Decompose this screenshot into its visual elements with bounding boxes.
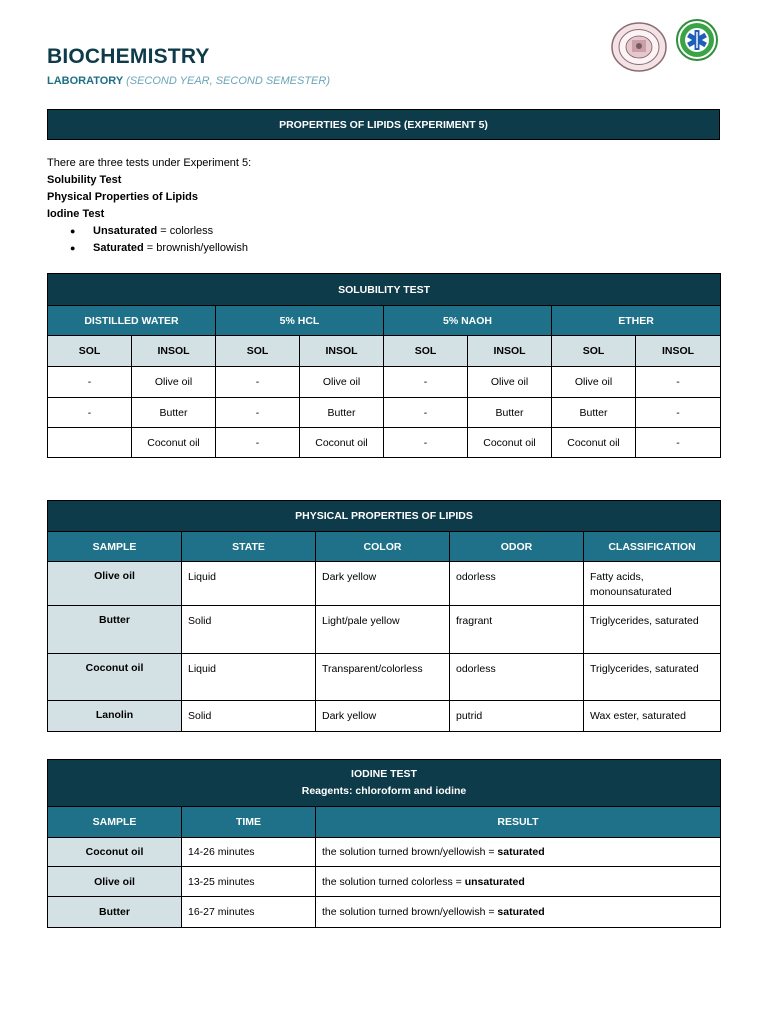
result-value: saturated (497, 846, 545, 858)
time-cell: 14-26 minutes (182, 838, 316, 867)
table-cell: - (384, 428, 468, 458)
col-sol: SOL (48, 336, 132, 367)
sample-cell: Coconut oil (48, 654, 182, 701)
subtitle-semester: (SECOND YEAR, SECOND SEMESTER) (126, 75, 331, 87)
intro-bullet-list (70, 223, 251, 257)
table-cell: - (384, 367, 468, 398)
col-insol: INSOL (300, 336, 384, 367)
table-cell: Olive oil (300, 367, 384, 398)
table-row (48, 428, 721, 458)
physical-title: PHYSICAL PROPERTIES OF LIPIDS (48, 501, 721, 532)
col-sol: SOL (384, 336, 468, 367)
group-distilled-water: DISTILLED WATER (48, 306, 216, 336)
bullet-desc: = brownish/yellowish (143, 242, 248, 254)
col-insol: INSOL (636, 336, 721, 367)
col-sample: SAMPLE (48, 532, 182, 562)
solubility-title: SOLUBILITY TEST (48, 274, 721, 306)
university-seal-icon (610, 21, 668, 73)
result-value: unsaturated (464, 875, 525, 888)
color-cell: Dark yellow (316, 701, 450, 732)
table-cell: Butter (132, 398, 216, 428)
table-cell: - (636, 428, 721, 458)
table-row (48, 654, 721, 701)
color-cell: Light/pale yellow (316, 606, 450, 654)
classification-cell: Wax ester, saturated (584, 701, 721, 732)
page-subtitle (47, 75, 330, 87)
color-cell: Dark yellow (316, 562, 450, 606)
table-cell: Olive oil (468, 367, 552, 398)
solubility-table (47, 273, 721, 458)
bullet-term: Saturated (93, 242, 144, 254)
group-naoh: 5% NAOH (384, 306, 552, 336)
table-cell: Coconut oil (552, 428, 636, 458)
table-row (48, 838, 721, 867)
group-hcl: 5% HCL (216, 306, 384, 336)
table-cell: Butter (300, 398, 384, 428)
result-cell (316, 838, 721, 867)
result-cell (316, 897, 721, 928)
state-cell: Liquid (182, 562, 316, 606)
sample-cell: Butter (48, 606, 182, 654)
table-row (48, 367, 721, 398)
medical-star-of-life-icon (676, 19, 718, 61)
time-cell: 13-25 minutes (182, 867, 316, 897)
iodine-reagents: Reagents: chloroform and iodine (301, 785, 467, 797)
table-cell: Olive oil (552, 367, 636, 398)
result-text: the solution turned brown/yellowish = (322, 906, 498, 918)
classification-cell: Triglycerides, saturated (584, 606, 721, 654)
intro-test-1: Solubility Test (47, 174, 122, 186)
subtitle-main: LABORATORY (47, 75, 123, 87)
odor-cell: odorless (450, 562, 584, 606)
table-cell: - (216, 428, 300, 458)
col-time: TIME (182, 807, 316, 838)
group-ether: ETHER (552, 306, 721, 336)
intro-lead: There are three tests under Experiment 5: (47, 157, 252, 169)
table-cell: - (48, 367, 132, 398)
col-insol: INSOL (132, 336, 216, 367)
table-row (48, 897, 721, 928)
time-cell: 16-27 minutes (182, 897, 316, 928)
result-text: the solution turned colorless = (322, 875, 465, 888)
table-cell (48, 428, 132, 458)
table-cell: Butter (468, 398, 552, 428)
bullet-desc: = colorless (157, 225, 214, 237)
table-cell: Coconut oil (132, 428, 216, 458)
table-row (48, 701, 721, 732)
table-row (48, 867, 721, 897)
table-cell: - (48, 398, 132, 428)
col-classification: CLASSIFICATION (584, 532, 721, 562)
result-value: saturated (497, 906, 545, 918)
bullet-term: Unsaturated (93, 225, 158, 237)
intro-test-2: Physical Properties of Lipids (47, 191, 198, 203)
col-odor: ODOR (450, 532, 584, 562)
intro-section (47, 155, 251, 257)
experiment-banner: PROPERTIES OF LIPIDS (EXPERIMENT 5) (47, 109, 720, 140)
iodine-test-table (47, 759, 721, 928)
table-cell: Coconut oil (300, 428, 384, 458)
header-logos (610, 18, 720, 76)
table-cell: - (384, 398, 468, 428)
state-cell: Solid (182, 606, 316, 654)
table-cell: - (216, 367, 300, 398)
state-cell: Solid (182, 701, 316, 732)
iodine-header (48, 760, 721, 807)
col-state: STATE (182, 532, 316, 562)
intro-test-3: Iodine Test (47, 208, 105, 220)
odor-cell: putrid (450, 701, 584, 732)
table-cell: Olive oil (132, 367, 216, 398)
table-row (48, 398, 721, 428)
table-cell: - (636, 398, 721, 428)
table-row (48, 562, 721, 606)
sample-cell: Coconut oil (48, 838, 182, 867)
col-color: COLOR (316, 532, 450, 562)
classification-cell: Fatty acids, monounsaturated (584, 562, 721, 606)
col-sol: SOL (216, 336, 300, 367)
sample-cell: Butter (48, 897, 182, 928)
iodine-title: IODINE TEST (351, 768, 417, 780)
state-cell: Liquid (182, 654, 316, 701)
odor-cell: odorless (450, 654, 584, 701)
table-row (48, 606, 721, 654)
result-cell (316, 867, 721, 897)
table-cell: - (636, 367, 721, 398)
classification-cell: Triglycerides, saturated (584, 654, 721, 701)
table-cell: Butter (552, 398, 636, 428)
sample-cell: Lanolin (48, 701, 182, 732)
col-insol: INSOL (468, 336, 552, 367)
odor-cell: fragrant (450, 606, 584, 654)
bullet-saturated (70, 240, 251, 257)
bullet-unsaturated (70, 223, 251, 240)
sample-cell: Olive oil (48, 562, 182, 606)
col-sample: SAMPLE (48, 807, 182, 838)
sample-cell: Olive oil (48, 867, 182, 897)
table-cell: Coconut oil (468, 428, 552, 458)
col-sol: SOL (552, 336, 636, 367)
table-cell: - (216, 398, 300, 428)
result-text: the solution turned brown/yellowish = (322, 846, 498, 858)
col-result: RESULT (316, 807, 721, 838)
page-title: BIOCHEMISTRY (47, 45, 210, 68)
color-cell: Transparent/colorless (316, 654, 450, 701)
physical-properties-table (47, 500, 721, 732)
